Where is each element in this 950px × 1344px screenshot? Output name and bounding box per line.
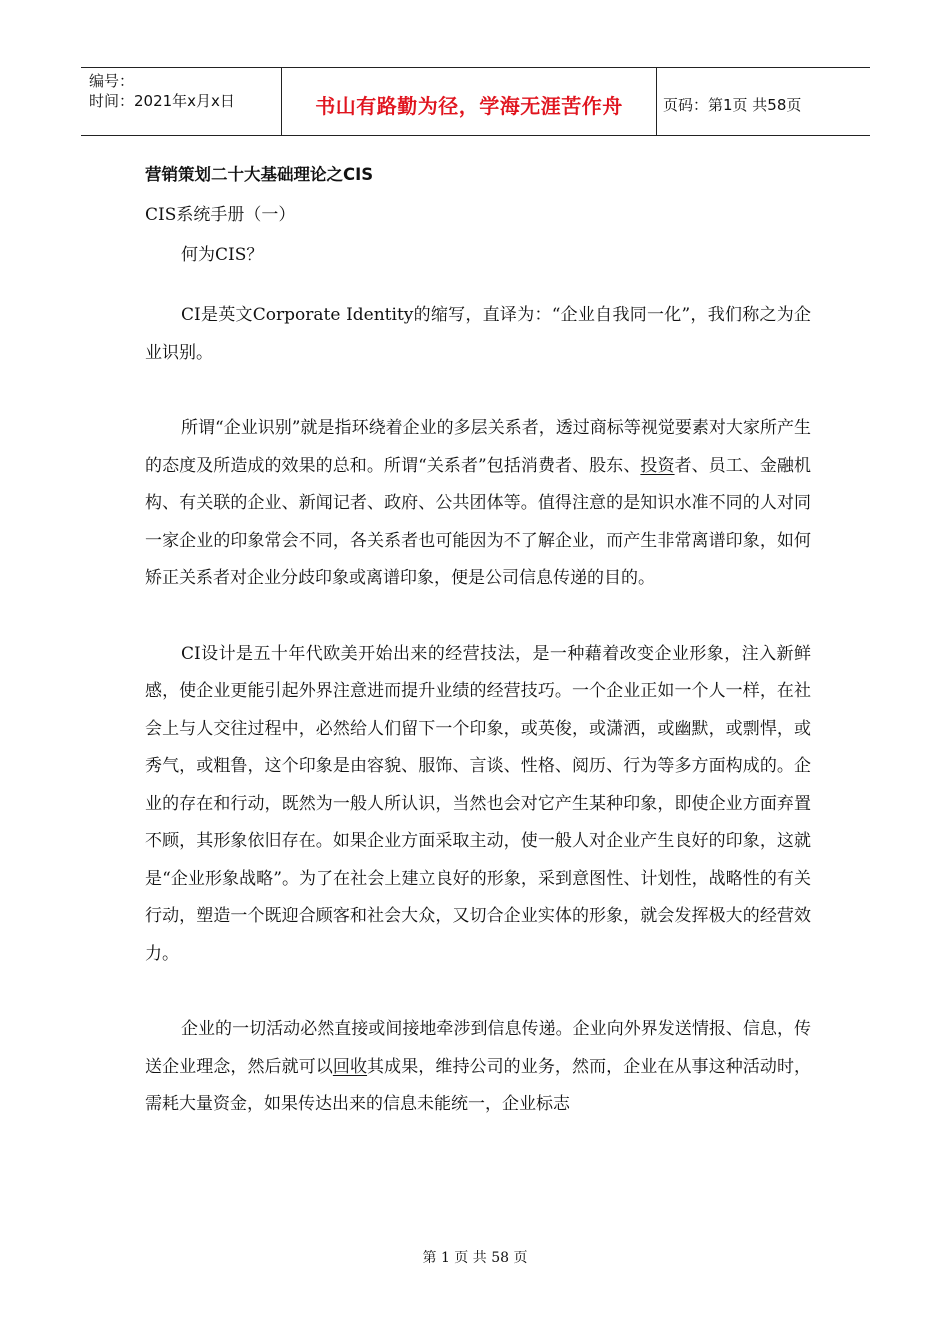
paragraph-2-part-a: 所谓“企业识别”就是指环绕着企业的多层关系者，透过商标等视觉要素对大家所产生的态度及所造成的效果的总和。所谓“关系者”包括消费者、股东、	[145, 418, 811, 476]
paragraph-1: CI是英文Corporate Identity的缩写，直译为：“企业自我同一化”，我们称之为企业识别。	[145, 305, 811, 363]
paragraph-3: CI设计是五十年代欧美开始出来的经营技法，是一种藉着改变企业形象，注入新鲜感，使企业更能引起外界注意进而提升业绩的经营技巧。一个企业正如一个人一样，在社会上与人交往过程中，必然给人们留下一个印象，或英俊，或潇洒，或幽默，或剽悍，或秀气，或粗鲁，这个印象是由容貌、服饰、言谈、性格、阅历、行为等多方面构成的。企业的存在和行动，既然为一般人所认识，当然也会对它产生某种印象，即使企业方面弃置不顾，其形象依旧存在。如果企业方面采取主动，使一般人对企业产生良好的印象，这就是“企业形象战略”。为了在社会上建立良好的形象，采到意图性、计划性，战略性的有关行动，塑造一个既迎合顾客和社会大众，又切合企业实体的形象，就会发挥极大的经营效力。	[145, 643, 811, 964]
header-motto-cell	[282, 68, 657, 135]
paragraph-4-part-b: 其成果，维持公司的业务，然而，企业在从事这种活动时，需耗大量资金，如果传达出来的信息未能统一，企业标志	[145, 1056, 812, 1114]
page-header	[81, 67, 870, 136]
paragraph-4-part-a: 企业的一切活动必然直接或间接地牵涉到信息传递。企业向外界发送情报、信息，传送企业理念，然后就可以	[145, 1019, 811, 1077]
link-recycle[interactable]: 回收	[332, 1056, 368, 1077]
doc-number-label: 编号：	[89, 72, 135, 90]
paragraph-2	[145, 410, 811, 598]
link-investment[interactable]: 投资	[640, 455, 675, 476]
paragraph-4	[145, 1011, 811, 1124]
header-motto: 书山有路勤为径，学海无涯苦作舟	[315, 94, 623, 118]
doc-time-label: 时间：2021年x月x日	[89, 92, 235, 110]
page-footer: 第 1 页 共 58 页	[422, 1250, 528, 1266]
header-page-cell	[657, 68, 870, 135]
document-body	[145, 150, 811, 1124]
paragraph-2-part-b: 者、员工、金融机构、有关联的企业、新闻记者、政府、公共团体等。值得注意的是知识水准不同的人对同一家企业的印象常会不同，各关系者也可能因为不了解企业，而产生非常离谱印象，如何矫正关系者对企业分歧印象或离谱印象，便是公司信息传递的目的。	[145, 455, 811, 588]
document-title: 营销策划二十大基础理论之CIS	[145, 165, 374, 184]
section-question: 何为CIS？	[181, 245, 264, 265]
header-page-info: 页码：第1页 共58页	[663, 96, 802, 114]
header-meta-cell	[81, 68, 282, 135]
document-subtitle: CIS系统手册（一）	[145, 205, 296, 225]
